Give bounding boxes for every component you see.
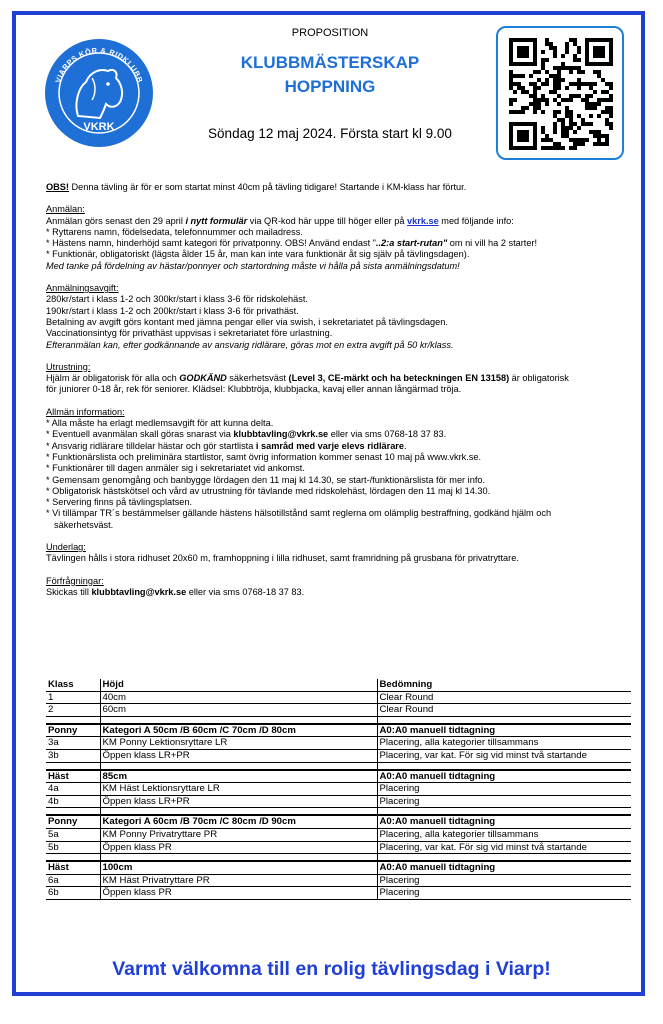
table-cell: [100, 808, 377, 816]
body-text: [46, 182, 626, 598]
utrustning-line: för juniorer 0-18 år, rek för seniorer. Klädsel: Klubbtröja, klubbjacka, kavaj eller annan långärmad tröja.: [46, 384, 462, 395]
text-bold: i samråd med varje elevs ridlärare: [255, 440, 404, 451]
text-bold: (Level 3, CE-märkt och ha beteckningen EN 13158): [288, 373, 510, 384]
table-cell: [377, 854, 631, 862]
club-logo: [44, 38, 154, 148]
table-cell: Placering, var kat. För sig vid minst två startande: [377, 749, 631, 762]
table-cell: 6b: [46, 887, 100, 900]
table-row: [46, 828, 631, 841]
table-group-header: [46, 770, 631, 783]
table-cell: Clear Round: [377, 704, 631, 717]
table-cell: Öppen klass LR+PR: [100, 749, 377, 762]
proposition-label: PROPOSITION: [291, 27, 369, 39]
avgift-line: [46, 340, 626, 351]
table-cell: KM Ponny Lektionsryttare LR: [100, 737, 377, 750]
text: Skickas till: [46, 586, 92, 597]
email-link[interactable]: klubbtavling@vkrk.se: [233, 429, 329, 440]
table-spacer: [46, 808, 631, 816]
logo-center-text: VKRK: [83, 121, 115, 133]
text: eller via sms 0768-18 37 83.: [328, 429, 447, 440]
table-cell: 5b: [46, 841, 100, 854]
forfragningar-line: [46, 587, 626, 598]
table-cell: Ponny: [46, 724, 100, 737]
email-link[interactable]: klubbtavling@vkrk.se: [91, 586, 187, 597]
table-cell: 40cm: [100, 691, 377, 704]
page-title-line2: HOPPNING: [284, 77, 376, 96]
allman-line: säkerhetsväst.: [54, 519, 114, 530]
table-cell: Ponny: [46, 815, 100, 828]
avgift-line: 280kr/start i klass 1-2 och 300kr/start i klass 3-6 för ridskolehäst.: [46, 294, 308, 305]
table-cell: Klass: [46, 679, 100, 691]
text: via QR-kod här uppe till höger eller på: [247, 215, 408, 226]
anmalan-line: [46, 238, 626, 249]
table-cell: A0:A0 manuell tidtagning: [377, 815, 631, 828]
table-cell: Placering: [377, 795, 631, 808]
table-cell: Kategori A 60cm /B 70cm /C 80cm /D 90cm: [100, 815, 377, 828]
anmalan-line: [46, 216, 626, 227]
underlag-heading: Underlag:: [46, 542, 86, 553]
table-cell: [377, 762, 631, 770]
table-cell: [100, 854, 377, 862]
obs-label: OBS!: [46, 182, 69, 192]
table-cell: 60cm: [100, 704, 377, 717]
table-cell: KM Häst Privatryttare PR: [100, 874, 377, 887]
table-cell: Clear Round: [377, 691, 631, 704]
table-group-header: [46, 679, 631, 691]
table-cell: Placering, var kat. För sig vid minst två startande: [377, 841, 631, 854]
text-emphasis: GODKÄND: [179, 373, 227, 384]
anmalan-line: * Funktionär, obligatoriskt (lägsta ålder 15 år, man kan inte vara funktionär åt sig själv på tävlingsdagen).: [46, 249, 470, 260]
text: med följande info:: [438, 215, 514, 226]
table-cell: [46, 716, 100, 724]
avgift-line: 190kr/start i klass 1-2 och 200kr/start i klass 3-6 för privathäst.: [46, 305, 299, 316]
allman-line: [46, 429, 626, 440]
table-cell: Kategori A 50cm /B 60cm /C 70cm /D 80cm: [100, 724, 377, 737]
table-spacer: [46, 762, 631, 770]
text: * Hästens namn, hinderhöjd samt kategori för privatponny. OBS! Använd endast ": [46, 238, 376, 249]
text: .: [404, 440, 407, 451]
forfragningar-heading: Förfrågningar:: [46, 575, 104, 586]
table-cell: 100cm: [100, 861, 377, 874]
table-row: [46, 887, 631, 900]
qr-code[interactable]: [496, 26, 624, 160]
anmalan-heading: Anmälan:: [46, 204, 85, 215]
utrustning-line: [46, 373, 626, 384]
text: Anmälan görs senast den 29 april: [46, 215, 186, 226]
table-cell: Placering: [377, 874, 631, 887]
table-row: [46, 704, 631, 717]
table-cell: [377, 808, 631, 816]
table-cell: 4a: [46, 783, 100, 796]
obs-paragraph: [46, 182, 626, 193]
text: om ni vill ha 2 starter!: [447, 238, 538, 249]
anmalan-line: [46, 261, 626, 272]
table-cell: A0:A0 manuell tidtagning: [377, 770, 631, 783]
table-cell: 3a: [46, 737, 100, 750]
text: är obligatorisk: [509, 373, 569, 384]
website-link[interactable]: vkrk.se: [407, 215, 439, 226]
page-title-line1: KLUBBMÄSTERSKAP: [240, 53, 420, 72]
table-cell: 4b: [46, 795, 100, 808]
table-cell: Placering: [377, 783, 631, 796]
table-cell: [46, 854, 100, 862]
utrustning-heading: Utrustning:: [46, 361, 91, 372]
allman-line: * Funktionärslista och preliminära startlistor, samt övrig information kommer senast 10 maj på www.vkrk.se.: [46, 451, 482, 462]
table-cell: Öppen klass PR: [100, 841, 377, 854]
table-row: [46, 795, 631, 808]
text: * Eventuell avanmälan skall göras snarast via: [46, 429, 234, 440]
table-group-header: [46, 724, 631, 737]
table-row: [46, 783, 631, 796]
table-cell: [46, 808, 100, 816]
table-cell: Öppen klass LR+PR: [100, 795, 377, 808]
table-cell: [100, 762, 377, 770]
allman-line: * Gemensam genomgång och banbygge lördagen den 11 maj kl 14.30, se start-/funktionärslista för mer info.: [46, 474, 486, 485]
allman-line: * Alla måste ha erlagt medlemsavgift för att kunna delta.: [46, 418, 274, 429]
text-emphasis: i nytt formulär: [185, 215, 248, 226]
table-cell: [377, 716, 631, 724]
avgift-line: Betalning av avgift görs kontant med jämna pengar eller via swish, i sekretariatet på tävlingsdagen.: [46, 316, 448, 327]
table-cell: 85cm: [100, 770, 377, 783]
table-cell: Häst: [46, 770, 100, 783]
table-cell: Placering, alla kategorier tillsammans: [377, 828, 631, 841]
avgift-heading: Anmälningsavgift:: [46, 283, 119, 294]
allman-line: * Servering finns på tävlingsplatsen.: [46, 497, 193, 508]
table-row: [46, 841, 631, 854]
table-cell: Bedömning: [377, 679, 631, 691]
allman-line: * Obligatorisk hästskötsel och vård av utrustning för tävlande med ridskolehäst, lördagen den 11 maj kl 14.30.: [46, 485, 491, 496]
table-cell: Höjd: [100, 679, 377, 691]
anmalan-line: * Ryttarens namn, födelsedata, telefonnummer och mailadress.: [46, 226, 303, 237]
underlag-line: Tävlingen hålls i stora ridhuset 20x60 m, framhoppning i lilla ridhuset, samt framridning på grusbana för privatryttare.: [46, 553, 519, 564]
table-cell: Häst: [46, 861, 100, 874]
table-cell: 3b: [46, 749, 100, 762]
table-cell: Placering: [377, 887, 631, 900]
table-group-header: [46, 861, 631, 874]
table-cell: Placering, alla kategorier tillsammans: [377, 737, 631, 750]
table-cell: 5a: [46, 828, 100, 841]
table-row: [46, 874, 631, 887]
obs-text: Denna tävling är för er som startat minst 40cm på tävling tidigare! Startande i KM-klass har förtur.: [68, 182, 467, 192]
table-cell: [100, 716, 377, 724]
table-cell: [46, 762, 100, 770]
table-cell: KM Ponny Privatryttare PR: [100, 828, 377, 841]
logo-ring-text: VIARPS KÖR & RIDKLUBB: [53, 45, 145, 85]
table-row: [46, 691, 631, 704]
table-cell: KM Häst Lektionsryttare LR: [100, 783, 377, 796]
text: * Ansvarig ridlärare tilldelar hästar och gör startlista: [46, 440, 256, 451]
text: Hjälm är obligatorisk för alla och: [46, 373, 180, 384]
allman-line: [46, 441, 626, 452]
table-cell: 2: [46, 704, 100, 717]
avgift-line: Vaccinationsintyg för privathäst uppvisas i sekretariatet före urlastning.: [46, 328, 333, 339]
allman-heading: Allmän information:: [46, 406, 125, 417]
text-emphasis: Med tanke på fördelning av hästar/ponnyer och startordning måste vi hålla på sista anmälningsdatum!: [46, 260, 460, 271]
table-cell: A0:A0 manuell tidtagning: [377, 724, 631, 737]
text-emphasis: ..2:a start-rutan": [375, 238, 448, 249]
table-row: [46, 737, 631, 750]
allman-line: * Funktionärer till dagen anmäler sig i sekretariatet vid ankomst.: [46, 463, 305, 474]
table-row: [46, 749, 631, 762]
allman-line: * Vi tillämpar TR´s bestämmelser gällande hästens hälsotillstånd samt reglerna om olämplig bestraffning, godkänd hjälm och: [46, 508, 552, 519]
welcome-footer: Varmt välkomna till en rolig tävlingsdag i Viarp!: [112, 958, 551, 980]
text: säkerhetsväst: [226, 373, 289, 384]
table-cell: 6a: [46, 874, 100, 887]
table-cell: 1: [46, 691, 100, 704]
text-emphasis: Efteranmälan kan, efter godkännande av ansvarig ridlärare, göras mot en extra avgift på 50 kr/klass.: [46, 339, 454, 350]
event-date: Söndag 12 maj 2024. Första start kl 9.00: [208, 126, 452, 141]
table-cell: Öppen klass PR: [100, 887, 377, 900]
table-spacer: [46, 716, 631, 724]
text: eller via sms 0768-18 37 83.: [186, 586, 305, 597]
table-spacer: [46, 854, 631, 862]
table-cell: A0:A0 manuell tidtagning: [377, 861, 631, 874]
class-table: [46, 679, 631, 900]
table-group-header: [46, 815, 631, 828]
